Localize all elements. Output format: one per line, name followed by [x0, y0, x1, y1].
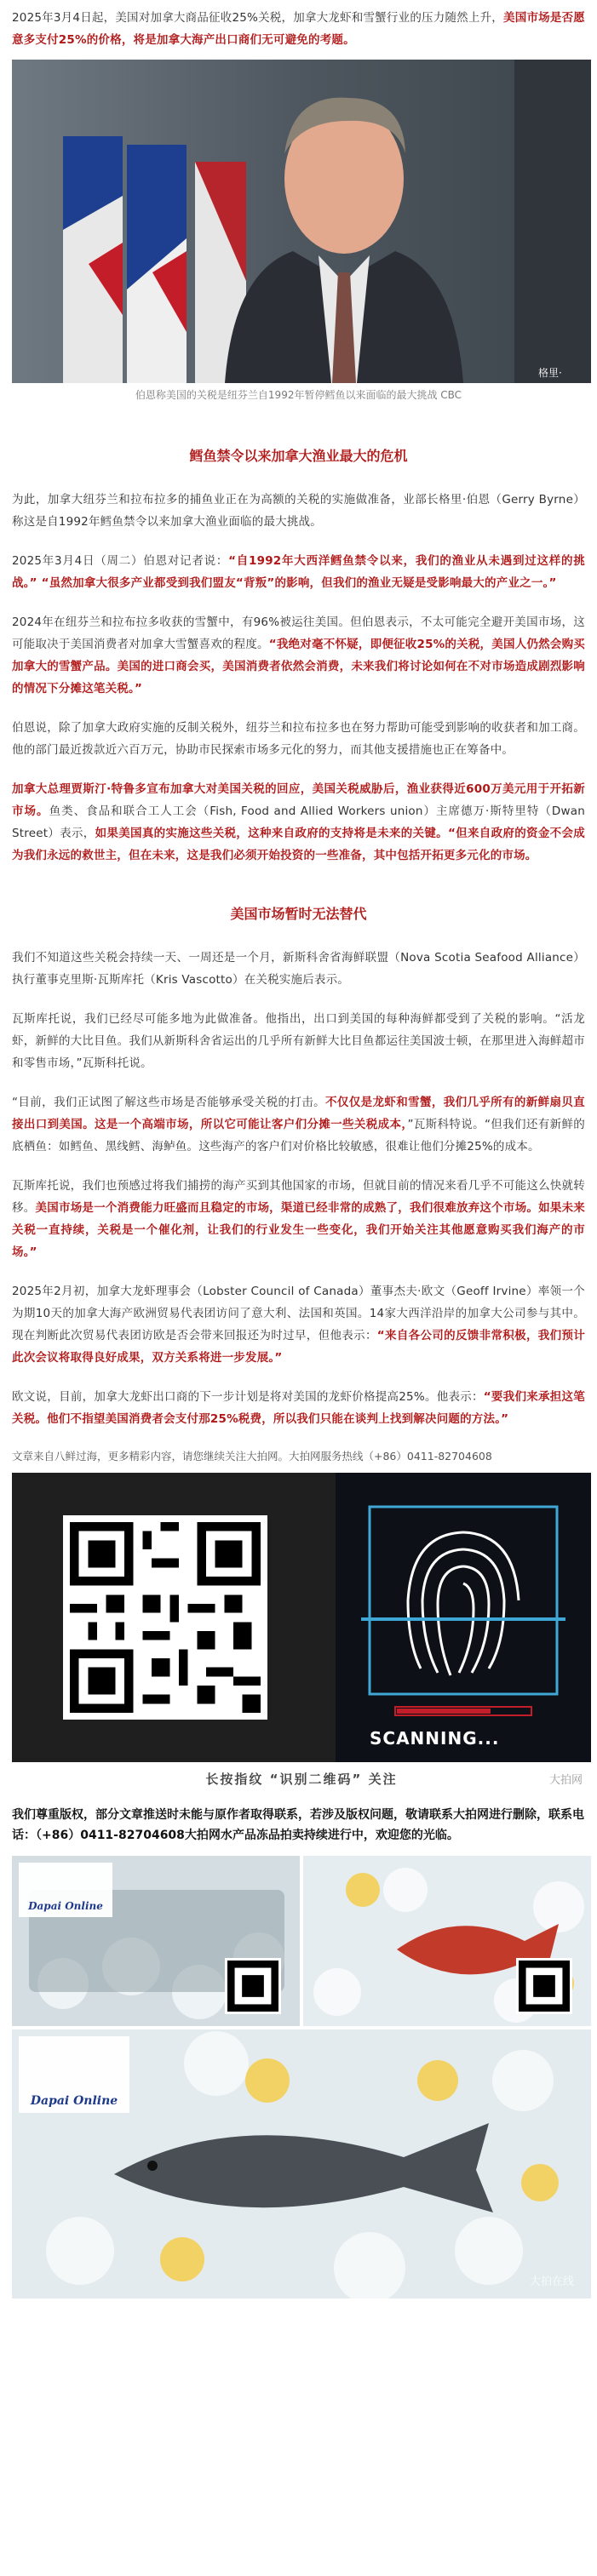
gallery-image-3	[12, 2029, 591, 2298]
s2-paragraph-3	[12, 1091, 585, 1158]
section-title-market: 美国市场暂时无法替代	[230, 906, 367, 922]
s2-p3-text-2: ”瓦斯科特说。“但我们还有新鲜的底栖鱼：如鳕鱼、黑线鳕、海鲈鱼。这些海产的客户们对价格比较敏感，很难让他们分摊25%的成本。	[12, 1118, 585, 1153]
s1-p3-text: 2024年在纽芬兰和拉布拉多收获的雪蟹中，有96%被运往美国。但伯恩表示，不太可能完全避开美国市场，这可能取决于美国消费者对加拿大雪蟹喜欢的程度。	[12, 615, 585, 651]
mini-qr-code[interactable]	[516, 1958, 572, 2014]
s2-p3-quote: 不仅仅是龙虾和雪蟹，我们几乎所有的新鲜扇贝直接出口到美国。这是一个高端市场，所以它可能让客户们分摊一些关税成本，	[12, 1096, 585, 1131]
s2-p4-quote: 美国市场是一个消费能力旺盛而且稳定的市场，渠道已经非常的成熟了，我们很难放弃这个市场。如果未来关税一直持续，关税是一个催化剂，让我们的行业发生一些变化，我们开始关注其他愿意购买我们海产的市场。”	[12, 1201, 585, 1259]
s2-paragraph-6	[12, 1386, 585, 1430]
press-conference-image	[12, 60, 591, 383]
s1-paragraph-1: 为此，加拿大纽芬兰和拉布拉多的捕鱼业正在为高额的关税的实施做准备，业部长格里·伯恩（Gerry Byrne）称这是自1992年鳕鱼禁令以来加拿大渔业面临的最大挑战。	[12, 493, 585, 529]
s1-p5-highlight: 加拿大总理贾斯汀·特鲁多宣布加拿大对美国关税的回应，美国关税威胁后，渔业获得近600万美元用于开拓新市场。	[12, 782, 585, 818]
s2-paragraph-1: 我们不知道这些关税会持续一天、一周还是一个月，新斯科舍省海鲜联盟（Nova Scotia Seafood Alliance）执行董事克里斯·瓦斯库托（Kris Vascotto）在关税实施后表示。	[12, 951, 585, 987]
follow-caption: 长按指纹 “识别二维码” 关注	[205, 1772, 398, 1787]
scan-panel	[336, 1473, 591, 1762]
gallery-image-1	[12, 1856, 300, 2026]
gallery-watermark: 大拍在线	[529, 2275, 574, 2288]
s2-paragraph-2: 瓦斯库托说，我们已经尽可能多地为此做准备。他指出，出口到美国的每种海鲜都受到了关税的影响。“活龙虾，新鲜的大比目鱼。我们从新斯科舍省运出的几乎所有新鲜大比目鱼都运往美国波士顿，在那里进入海鲜超市和零售市场，”瓦斯科托说。	[12, 1012, 585, 1070]
s1-paragraph-3	[12, 611, 585, 700]
dapai-logo	[19, 1863, 112, 1917]
intro-highlight: 美国市场是否愿意多支付25%的价格，将是加拿大海产出口商们无可避免的考题。	[12, 11, 585, 47]
intro-paragraph	[12, 7, 585, 51]
s1-paragraph-5	[12, 778, 585, 867]
mini-qr-icon	[519, 1961, 570, 2012]
s2-p6-quote: “要我们来承担这笔关税。他们不指望美国消费者会支付那25%税费，所以我们只能在谈判上找到解决问题的方法。”	[12, 1390, 585, 1426]
mini-qr-icon	[227, 1961, 278, 2012]
s1-p5-quote-2: “但来自政府的资金不会成为我们永远的救世主，但在未来，这是我们必须开始投资的一些准备，其中包括开拓更多元化的市场。	[12, 827, 585, 862]
logo-text: Dapai Online	[28, 1900, 103, 1912]
qr-code-icon	[70, 1522, 261, 1713]
photo-credit: 格里·	[538, 367, 562, 379]
intro-text: 2025年3月4日起，美国对加拿大商品征收25%关税，加拿大龙虾和雪蟹行业的压力随然上升，	[12, 11, 504, 25]
s1-p3-quote: “我绝对毫不怀疑，即便征收25%的关税，美国人仍然会购买加拿大的雪蟹产品。美国的进口商会买，美国消费者依然会消费，未来我们将讨论如何在不对市场造成剧烈影响的情况下分摊这笔关税。”	[12, 638, 585, 696]
logo-text-large: Dapai Online	[30, 2094, 118, 2108]
dapai-logo-large	[19, 2036, 129, 2113]
notice-highlight: 大拍网水产品冻品拍卖持续进行中，欢迎您的光临。	[184, 1829, 459, 1842]
article-photo	[12, 60, 591, 383]
s1-p5-quote: 如果美国真的实施这些关税，这种来自政府的支持将是未来的关键。	[95, 827, 448, 840]
s1-p5-text: 鱼类、食品和联合工人工会（Fish, Food and Allied Workers union）主席德万·斯特里特（Dwan Street）表示，	[12, 804, 585, 840]
article-source: 文章来自八鲜过海，更多精彩内容，请您继续关注大拍网。大拍网服务热线（+86）0411-82704608	[12, 1450, 492, 1463]
s2-p5-quote: “来自各公司的反馈非常积极，我们预计此次会议将取得良好成果，双方关系将进一步发展。”	[12, 1329, 585, 1365]
fingerprint-icon	[336, 1473, 591, 1762]
s2-p3-text: “目前，我们正试图了解这些市场是否能够承受关税的打击。	[12, 1096, 325, 1109]
product-gallery	[12, 1856, 591, 2298]
scanning-label: SCANNING...	[370, 1728, 500, 1749]
s2-paragraph-4	[12, 1175, 585, 1263]
s2-p4-text: 瓦斯库托说，我们也预感过将我们捕捞的海产买到其他国家的市场，但就目前的情况来看几乎不可能这么快就转移。	[12, 1179, 585, 1215]
s2-p5-text: 2025年2月初，加拿大龙虾理事会（Lobster Council of Canada）董事杰夫·欧文（Geoff Irvine）率领一个为期10天的加拿大海产欧洲贸易代表团访问了意大利、法国和英国。14家大西洋沿岸的加拿大公司参与其中。现在判断此次贸易代表团访欧是否会带来回报还为时过早，但他表示：	[12, 1285, 585, 1342]
gallery-image-2	[303, 1856, 591, 2026]
section-title-crisis: 鳕鱼禁令以来加拿大渔业最大的危机	[189, 448, 408, 464]
s2-paragraph-5	[12, 1280, 585, 1369]
s1-p2-quote: “自1992年大西洋鳕鱼禁令以来，我们的渔业从未遇到过这样的挑战。” “虽然加拿大很多产业都受到我们盟友“背叛”的影响，但我们的渔业无疑是受影响最大的产业之一。”	[12, 554, 585, 590]
follow-banner	[12, 1473, 591, 1796]
notice-text: 我们尊重版权，部分文章推送时未能与原作者取得联系，若涉及版权问题，敬请联系大拍网进行删除，联系电话：（+86）0411-82704608	[12, 1808, 584, 1842]
photo-caption: 伯恩称美国的关税是纽芬兰自1992年暂停鳕鱼以来面临的最大挑战 CBC	[135, 389, 462, 401]
promo-brand: 大拍网	[548, 1774, 583, 1787]
s1-p2-text: 2025年3月4日（周二）伯恩对记者说：	[12, 554, 229, 568]
qr-panel	[12, 1473, 336, 1762]
s1-paragraph-2	[12, 550, 585, 594]
mini-qr-code[interactable]	[225, 1958, 281, 2014]
s1-paragraph-4: 伯恩说，除了加拿大政府实施的反制关税外，纽芬兰和拉布拉多也在努力帮助可能受到影响的收获者和加工商。他的部门最近拨款近六百万元，协助市民探索市场多元化的努力，而其他支援措施也正在筹备中。	[12, 721, 585, 757]
s2-p6-text: 欧文说，目前，加拿大龙虾出口商的下一步计划是将对美国的龙虾价格提高25%。他表示：	[12, 1390, 484, 1404]
qr-code[interactable]	[63, 1515, 267, 1720]
copyright-notice	[12, 1805, 585, 1846]
